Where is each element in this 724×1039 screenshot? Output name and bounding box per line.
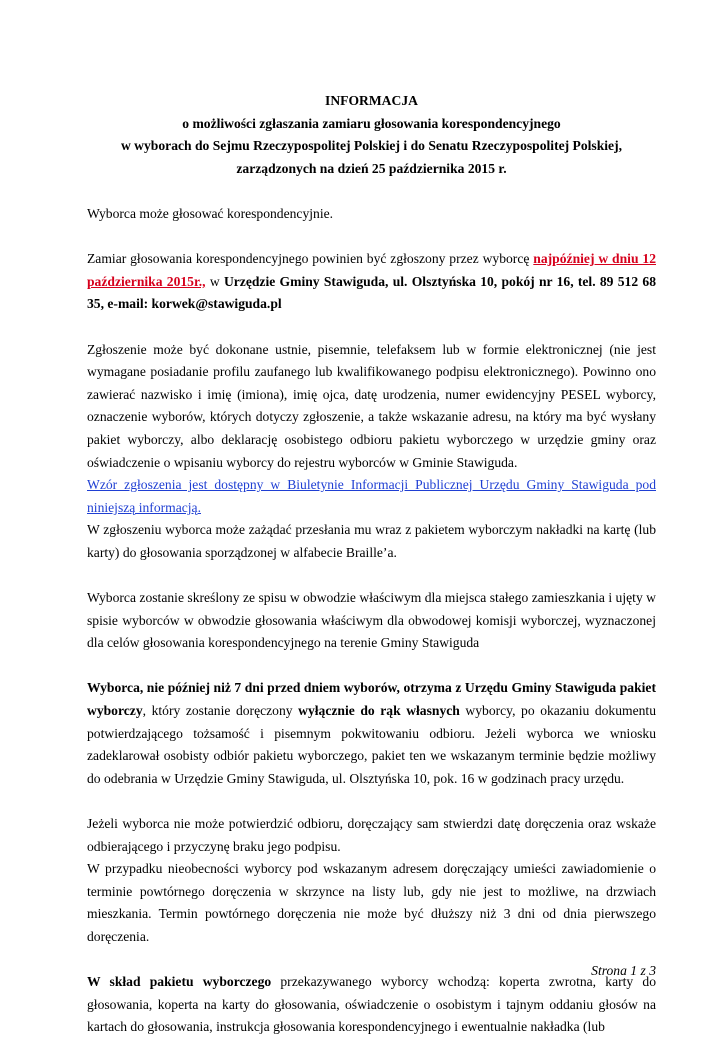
package-delivery-text-2: wyborcy, po okazaniu dokumentu potwierdzającego tożsamość i pisemnym pokwitowaniu odbioru. Jeżeli wyborca we wniosku zadeklarował osobisty odbiór pakietu wyborczego, pakiet ten we wskazanym terminie będzie możliwy do odebrania w Urzędzie Gminy Stawiguda, ul. Olsztyńska 10, pok. 16 w godzinach pracy urzędu. bbox=[87, 703, 657, 786]
title-line-4: zarządzonych na dzień 25 października 2015 r. bbox=[236, 160, 507, 176]
paragraph-submission-form: Zgłoszenie może być dokonane ustnie, pisemnie, telefaksem lub w formie elektronicznej (nie jest wymagane posiadanie profilu zaufanego lub kwalifikowanego podpisu elektronicznego). Powinno ono zawierać nazwisko i imię (imiona), imię ojca, datę urodzenia, numer ewidencyjny PESEL wyborcy, oznaczenie wyborów, których dotyczy zgłoszenie, a także wskazanie adresu, na który ma być wysłany pakiet wyborczy, albo deklarację osobistego odbioru pakietu wyborczego w urzędzie gminy oraz oświadczenie o wpisaniu wyborcy do rejestru wyborców w Gminie Stawiguda. bbox=[87, 341, 656, 470]
page-number: Strona 1 z 3 bbox=[591, 963, 656, 978]
spacer bbox=[87, 316, 656, 339]
paragraph-voter-list: Wyborca zostanie skreślony ze spisu w obwodzie właściwym dla miejsca stałego zamieszkania i ujęty w spisie wyborców w obwodzie głosowania właściwym dla obwodowej komisji wyborczej, wyznaczonej dla celów głosowania korespondencyjnego na terenie Gminy Stawiguda bbox=[87, 590, 656, 651]
spacer bbox=[87, 655, 656, 678]
title-line-3: w wyborach do Sejmu Rzeczypospolitej Polskiej i do Senatu Rzeczypospolitej Polskiej, bbox=[120, 138, 623, 154]
paragraph-package-contents bbox=[87, 971, 656, 1039]
paragraph-receipt: Jeżeli wyborca nie może potwierdzić odbioru, doręczający sam stwierdzi datę doręczenia oraz wskaże odbierającego i przyczynę braku jego podpisu. bbox=[87, 816, 656, 854]
package-delivery-text-1: , który zostanie doręczony bbox=[142, 703, 299, 719]
own-hands-bold: wyłącznie do rąk własnych bbox=[298, 703, 460, 719]
paragraph-form-template bbox=[87, 474, 656, 519]
package-contents-text: przekazywanego wyborcy wchodzą: koperta zwrotna, karty do głosowania, koperta na karty do głosowania, oświadczenie o osobistym i tajnym oddaniu głosów na kartach do głosowania, instrukcja głosowania korespondencyjnego i ewentualnie nakładka (lub bbox=[87, 974, 656, 1035]
document-title bbox=[87, 90, 656, 180]
paragraph-braille: W zgłoszeniu wyborca może zażądać przesłania mu wraz z pakietem wyborczym nakładki na kartę (lub karty) do głosowania sporządzonej w alfabecie Braille’a. bbox=[87, 522, 656, 560]
office-contact: Urzędzie Gminy Stawiguda, ul. Olsztyńska 10, pokój nr 16, tel. 89 512 68 35, e-mail: korwek@stawiguda.pl bbox=[87, 273, 656, 312]
spacer bbox=[87, 790, 656, 813]
paragraph-correspondence-voting: Wyborca może głosować korespondencyjnie. bbox=[87, 205, 334, 221]
spacer bbox=[87, 226, 656, 249]
package-delivery-bold: Wyborca, nie później niż 7 dni przed dniem wyborów, otrzyma z Urzędu Gminy Stawiguda pakiet wyborczy bbox=[87, 680, 656, 719]
spacer bbox=[87, 564, 656, 587]
spacer bbox=[87, 949, 656, 972]
paragraph-deadline bbox=[87, 248, 656, 316]
title-heading: INFORMACJA bbox=[325, 93, 418, 108]
deadline-mid-text: w bbox=[205, 273, 224, 289]
form-template-link[interactable]: Wzór zgłoszenia jest dostępny w Biuletynie Informacji Publicznej Urzędu Gminy Stawiguda pod niniejszą informacją. bbox=[87, 477, 656, 515]
document-page bbox=[87, 90, 656, 1039]
deadline-date: najpóźniej w dniu 12 października 2015r., bbox=[87, 251, 656, 289]
spacer bbox=[87, 180, 656, 203]
title-line-2: o możliwości zgłaszania zamiaru głosowania korespondencyjnego bbox=[182, 115, 561, 131]
paragraph-absence: W przypadku nieobecności wyborcy pod wskazanym adresem doręczający umieści zawiadomienie o terminie powtórnego doręczenia w skrzynce na listy lub, gdy nie jest to możliwe, na drzwiach mieszkania. Termin powtórnego doręczenia nie może być dłuższy niż 3 dni od dnia pierwszego doręczenia. bbox=[87, 861, 656, 944]
package-contents-bold: W skład pakietu wyborczego bbox=[87, 974, 272, 990]
deadline-intro-text: Zamiar głosowania korespondencyjnego powinien być zgłoszony przez wyborcę bbox=[87, 251, 534, 267]
paragraph-package-delivery bbox=[87, 677, 656, 790]
